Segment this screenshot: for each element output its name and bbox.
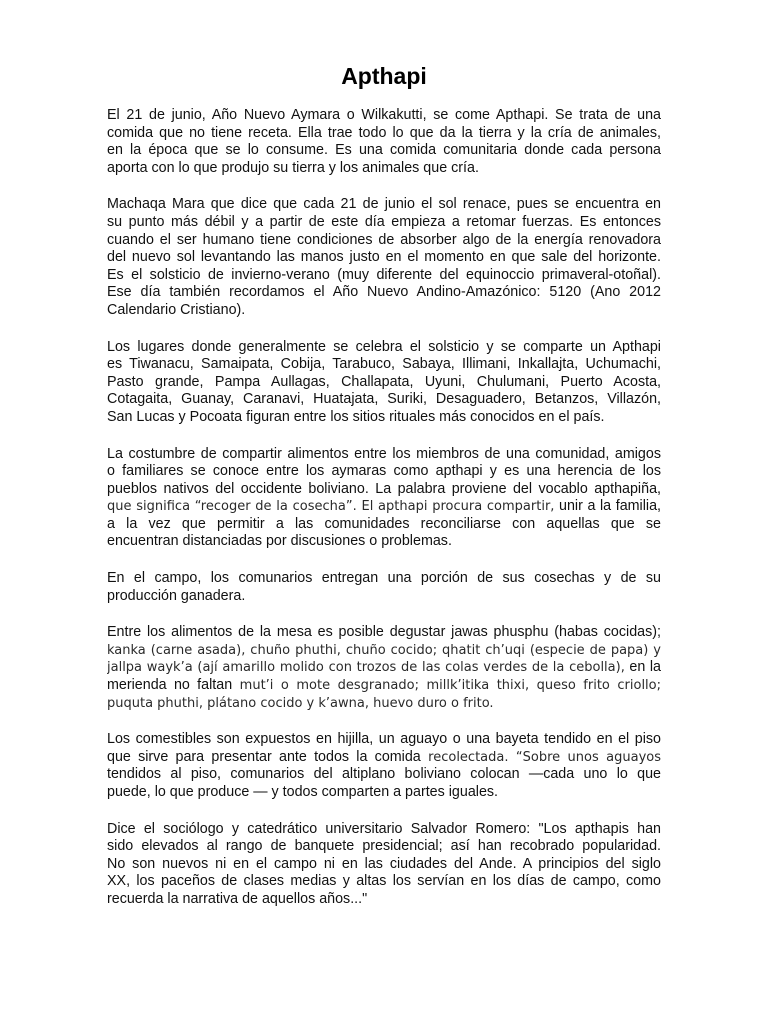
text-segment: en la [624, 659, 661, 676]
text-line [107, 873, 661, 891]
text-segment: Los comestibles son expuestos en hijilla, un aguayo o una bayeta tendido en el piso [107, 731, 661, 748]
text-segment: Los lugares donde generalmente se celebra el solsticio y se comparte un Apthapi [107, 338, 661, 355]
document-title: Apthapi [341, 63, 427, 89]
text-segment: en la época que se lo consume. Es una comida comunitaria donde cada persona [107, 142, 661, 159]
text-segment: puede, lo que produce — y todos comparten a partes iguales. [107, 784, 499, 800]
document-body [107, 107, 661, 909]
text-line [107, 267, 661, 285]
text-line [107, 821, 661, 839]
text-line [107, 339, 661, 357]
text-line [107, 284, 661, 302]
paragraph [107, 339, 661, 427]
text-line [107, 374, 661, 392]
paragraph [107, 196, 661, 319]
text-line [107, 409, 661, 427]
text-segment: pueblos nativos del occidente boliviano. La palabra proviene del vocablo apthapiña, [107, 480, 661, 497]
text-line [107, 142, 661, 160]
text-segment: San Lucas y Pocoata figuran entre los sitios rituales más conocidos en el país. [107, 408, 605, 425]
text-segment: es Tiwanacu, Samaipata, Cobija, Tarabuco, Sabaya, Illimani, Inkallajta, Uchumachi, [107, 356, 661, 373]
text-line [107, 695, 661, 713]
text-segment: mut’i o mote desgranado; millk’itika thixi, queso frito criollo; [232, 678, 661, 694]
text-line [107, 232, 661, 250]
text-segment: En el campo, los comunarios entregan una porción de sus cosechas y de su [107, 570, 661, 587]
text-line [107, 391, 661, 409]
text-segment: Calendario Cristiano). [107, 301, 246, 318]
text-line [107, 749, 661, 767]
text-segment: Ese día también recordamos el Año Nuevo Andino-Amazónico: 5120 (Ano 2012 [107, 284, 661, 301]
text-segment: comida que no tiene receta. Ella trae todo lo que da la tierra y la cría de animales, [107, 124, 661, 141]
text-segment: sido elevados al rango de banquete presidencial; así han recobrado popularidad. [107, 838, 661, 855]
text-segment: a la vez que permitir a las comunidades reconciliarse con aquellas que se [107, 515, 661, 532]
text-line [107, 107, 661, 125]
text-segment: El 21 de junio, Año Nuevo Aymara o Wilkakutti, se come Apthapi. Se trata de una [107, 107, 661, 123]
text-segment: que sirve para presentar ante todos la comida [107, 748, 421, 765]
text-line [107, 731, 661, 749]
text-segment: o familiares se conoce entre los aymaras como apthapi y es una herencia de los [107, 463, 661, 480]
text-segment: kanka (carne asada), chuño phuthi, chuño cocido; qhatit ch’uqi (especie de papa) y [107, 642, 661, 658]
paragraph [107, 446, 661, 552]
text-line [107, 214, 661, 232]
text-line [107, 463, 661, 481]
text-line [107, 784, 661, 802]
text-line [107, 856, 661, 874]
paragraph [107, 624, 661, 712]
text-segment: del nuevo sol levantando las manos justo en el momento en que sale del horizonte. [107, 249, 661, 266]
text-line [107, 838, 661, 856]
text-line [107, 196, 661, 214]
text-segment: recolectada. “Sobre unos aguayos [420, 749, 661, 765]
text-segment: Dice el sociólogo y catedrático universitario Salvador Romero: "Los apthapis han [107, 820, 661, 837]
text-segment: jallpa wayk’a (ají amarillo molido con trozos de las colas verdes de la cebolla), [107, 660, 625, 676]
text-segment: que significa “recoger de la cosecha”. El apthapi procura compartir, [107, 499, 555, 515]
text-line [107, 302, 661, 320]
text-segment: encuentran distanciadas por discusiones o problemas. [107, 533, 452, 550]
text-line [107, 533, 661, 551]
text-line [107, 588, 661, 606]
text-line [107, 481, 661, 499]
text-segment: Entre los alimentos de la mesa es posible degustar jawas phusphu (habas cocidas); [107, 624, 661, 641]
text-segment: puquta phuthi, plátano cocido y k’awna, huevo duro o frito. [107, 695, 494, 711]
text-segment: tendidos al piso, comunarios del altiplano boliviano colocan —cada uno lo que [107, 766, 661, 783]
text-line [107, 356, 661, 374]
text-line [107, 125, 661, 143]
text-segment: aporta con lo que produjo su tierra y los animales que cría. [107, 159, 479, 176]
text-line [107, 160, 661, 178]
text-segment: su punto más débil y a partir de este día empieza a retomar fuerzas. Es entonces [107, 213, 661, 230]
text-segment: recuerda la narrativa de aquellos años..." [107, 890, 368, 907]
text-line [107, 498, 661, 516]
text-line [107, 570, 661, 588]
text-segment: Cotagaita, Guanay, Caranavi, Huatajata, Suriki, Desaguadero, Betanzos, Villazón, [107, 391, 661, 408]
text-line [107, 249, 661, 267]
text-line [107, 766, 661, 784]
paragraph [107, 731, 661, 801]
text-line [107, 446, 661, 464]
text-segment: No son nuevos ni en el campo ni en las ciudades del Ande. A principios del siglo [107, 855, 661, 872]
text-segment: producción ganadera. [107, 587, 246, 604]
text-segment: merienda no faltan [107, 677, 233, 694]
text-line [107, 624, 661, 642]
text-segment: La costumbre de compartir alimentos entre los miembros de una comunidad, amigos [107, 445, 661, 462]
text-segment: cuando el ser humano tiene condiciones de absorber algo de la energía renovadora [107, 231, 661, 248]
text-line [107, 891, 661, 909]
text-line [107, 659, 661, 677]
text-line [107, 642, 661, 660]
text-segment: Pasto grande, Pampa Aullagas, Challapata, Uyuni, Chulumani, Puerto Acosta, [107, 373, 661, 390]
document-page [107, 62, 661, 928]
paragraph [107, 821, 661, 909]
paragraph [107, 570, 661, 605]
paragraph [107, 107, 661, 177]
text-segment: Es el solsticio de invierno-verano (muy diferente del equinoccio primaveral-otoñal). [107, 266, 661, 283]
text-line [107, 677, 661, 695]
text-line [107, 516, 661, 534]
text-segment: Machaqa Mara que dice que cada 21 de junio el sol renace, pues se encuentra en [107, 196, 661, 213]
text-segment: unir a la familia, [554, 498, 661, 515]
text-segment: XX, los paceños de clases medias y altas los servían en los días de campo, como [107, 873, 661, 890]
